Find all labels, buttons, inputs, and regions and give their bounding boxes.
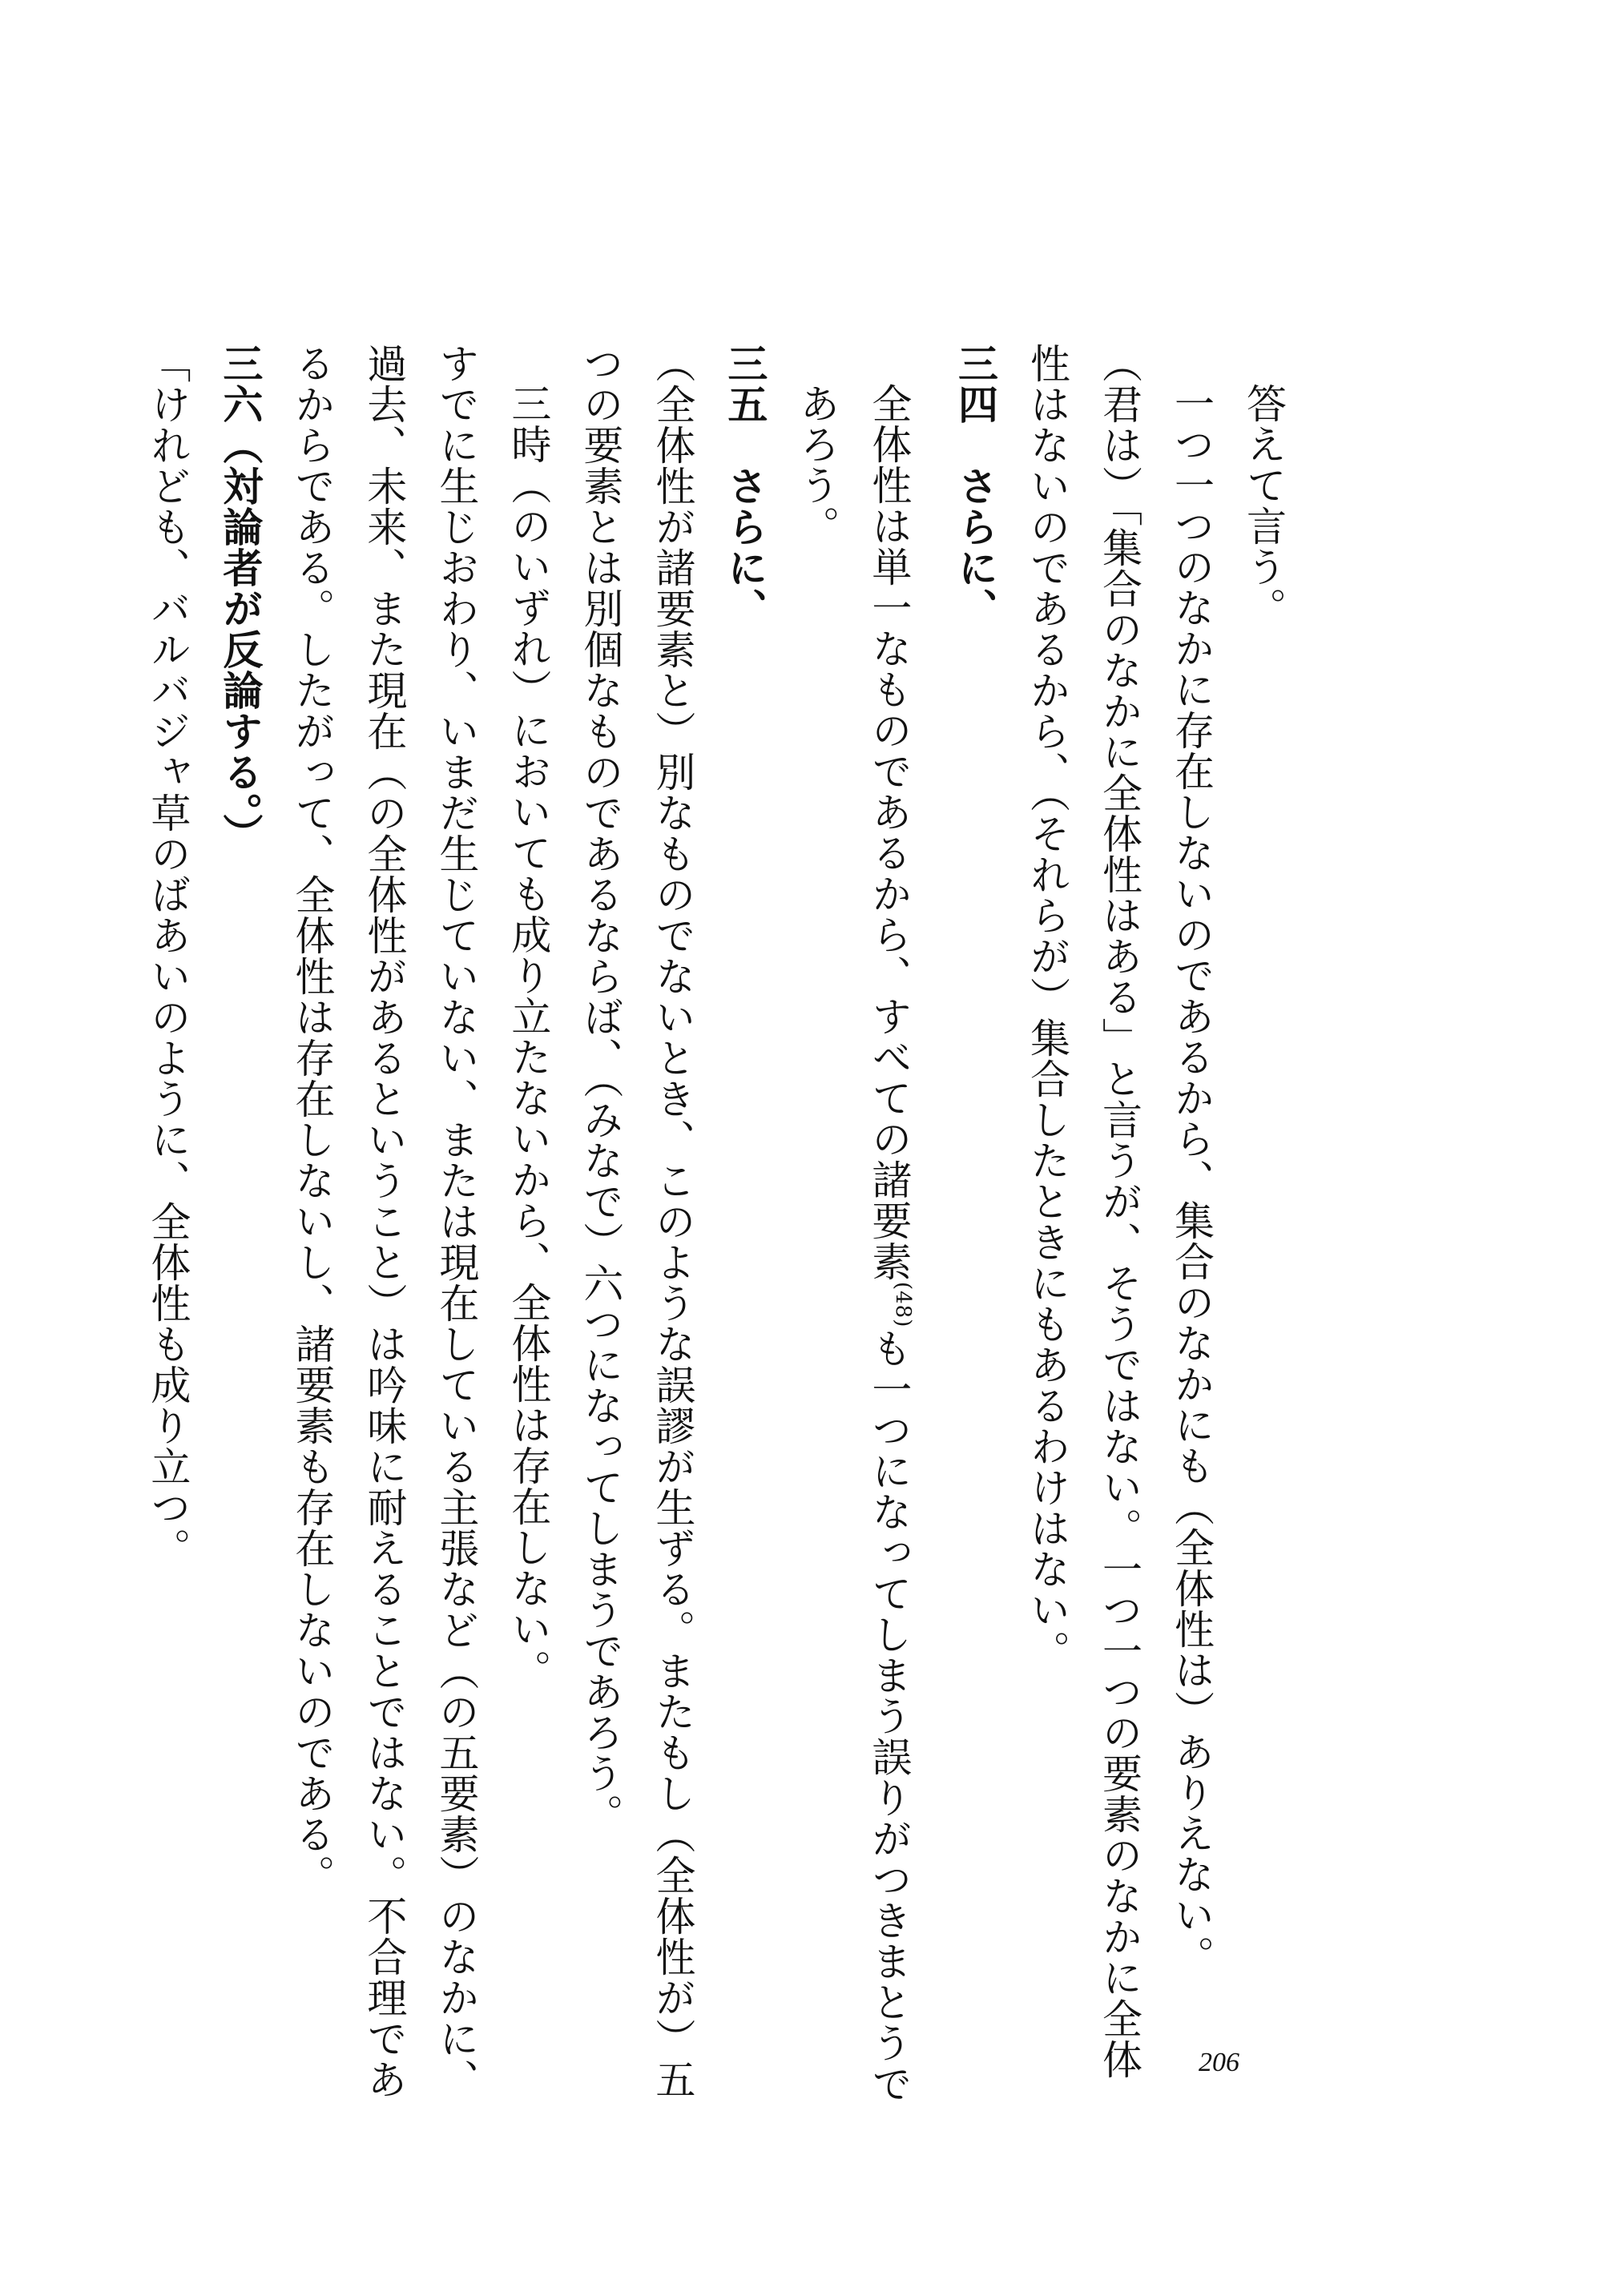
verse-heading: 三六（対論者が反論する。） [216,343,264,854]
text-line: つの要素とは別個なものであるならば、（みなで）六つになってしまうであろう。 [577,343,624,1835]
text-line: あろう。 [793,383,840,546]
text-line: るからである。したがって、全体性は存在しないし、諸要素も存在しないのである。 [288,343,336,1895]
text-line: 過去、未来、また現在（の全体性があるということ）は吟味に耐えることではない。不合理であ [361,343,408,2100]
text-line: 三時（のいずれ）においても成り立たないから、全体性は存在しない。 [505,383,552,1690]
text-line: 性はないのであるから、（それらが）集合したときにもあるわけはない。 [1024,343,1070,1671]
text-segment: も一つになってしまう誤りがつきまとうで [865,1327,913,2105]
text-line [852,343,939,2105]
text-line: 答えて言う。 [1240,383,1287,628]
verse-heading: 三五 さらに、 [721,343,769,629]
text-line: 「けれども、バルバジャ草のばあいのように、全体性も成り立つ。 [144,343,191,1569]
text-line: すでに生じおわり、いまだ生じていない、または現在している主張など（の五要素）のなかに、 [433,343,480,2100]
page-number: 206 [1199,2048,1239,2077]
verse-heading: 三四 さらに、 [952,343,999,629]
footnote-reference[interactable]: (48) [891,1282,915,1328]
text-line: （君は）「集合のなかに全体性はある」と言うが、そうではない。一つ一つの要素のなかに全体 [1096,343,1142,2080]
text-line: （全体性が諸要素と）別なものでないとき、このような誤謬が生ずる。またもし（全体性が）五 [649,343,696,2100]
text-segment: 全体性は単一なものであるから、すべての諸要素 [865,383,913,1282]
text-line: 一つ一つのなかに存在しないのであるから、集合のなかにも（全体性は）ありえない。 [1168,383,1215,1976]
